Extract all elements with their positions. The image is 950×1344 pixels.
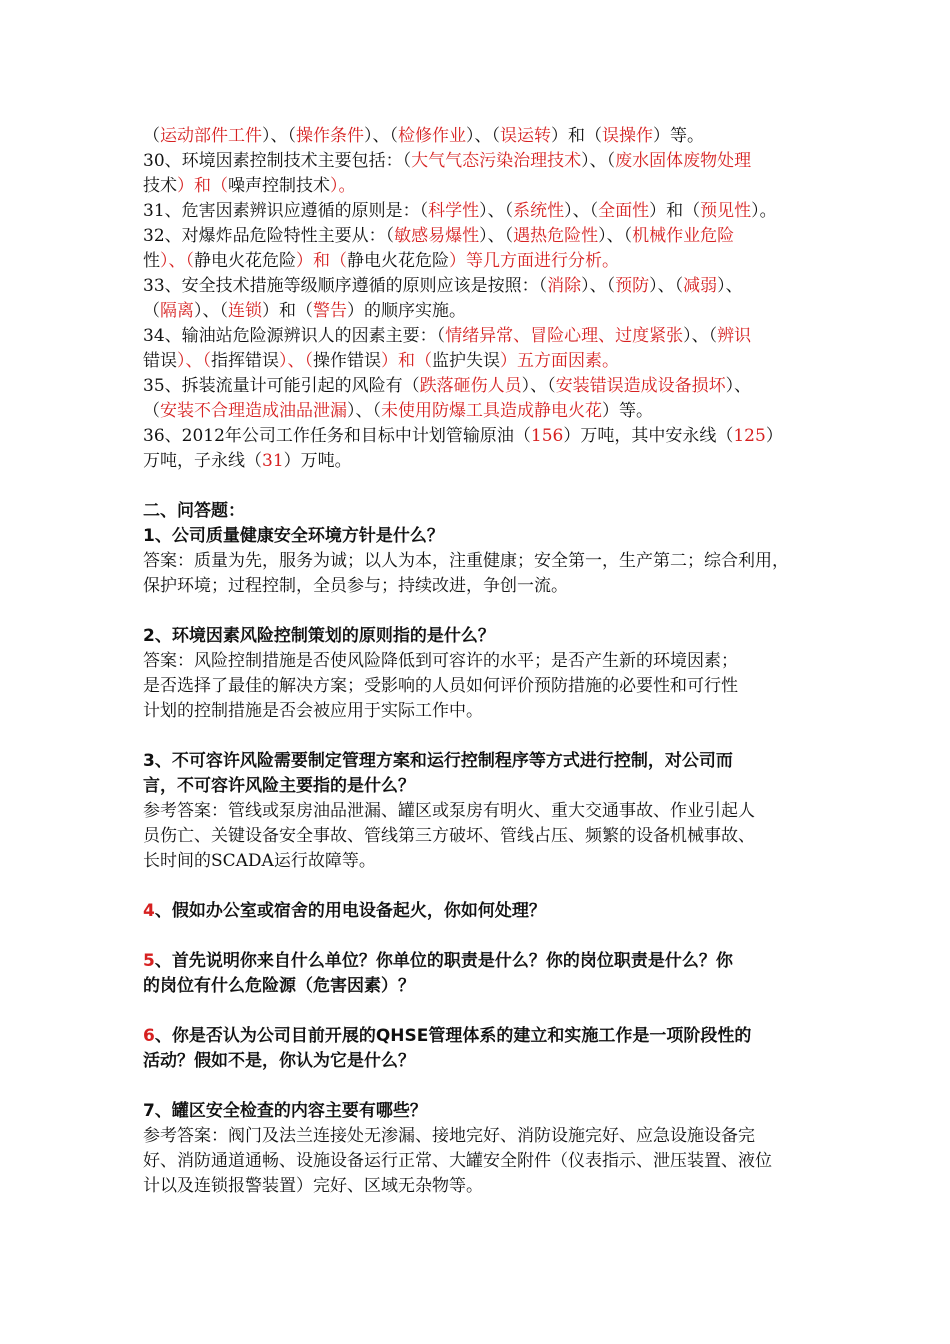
answer-text: 跌落砸伤人员 xyxy=(419,376,522,396)
fill-line xyxy=(143,124,813,149)
fill-line xyxy=(143,324,813,349)
prompt-text: 监护失误 xyxy=(432,351,500,371)
question-title xyxy=(143,949,813,974)
answer-text: 预防 xyxy=(615,276,650,296)
prompt-text: ） xyxy=(765,426,783,446)
question-number: 4 xyxy=(143,901,155,921)
fill-line xyxy=(143,199,813,224)
prompt-text: 31、危害因素辨识应遵循的原则是：（ xyxy=(143,201,429,221)
answer-text: 安装错误造成设备损坏 xyxy=(555,376,726,396)
prompt-text: ）、（ xyxy=(564,201,599,221)
answer-text: 隔离 xyxy=(160,301,194,321)
answer-text: 情绪异常、冒险心理、过度紧张 xyxy=(445,326,684,346)
fill-line xyxy=(143,224,813,249)
answer-text: ）、（ xyxy=(279,351,313,371)
prompt-text: ）万吨。 xyxy=(283,451,352,471)
prompt-text: ）、（ xyxy=(364,126,398,146)
answer-text: 系统性 xyxy=(513,201,565,221)
prompt-text: 万吨，子永线（ xyxy=(143,451,262,471)
question-title: 的岗位有什么危险源（危害因素）？ xyxy=(143,976,415,996)
prompt-text: 性 xyxy=(143,251,160,271)
prompt-text: ）的顺序实施。 xyxy=(347,301,466,321)
answer-line: 计划的控制措施是否会被应用于实际工作中。 xyxy=(143,701,483,721)
prompt-text: 35、拆装流量计可能引起的风险有（ xyxy=(143,376,420,396)
answer-line: 保护环境；过程控制，全员参与；持续改进，争创一流。 xyxy=(143,576,568,596)
question-text: 、首先说明你来自什么单位？你单位的职责是什么？你的岗位职责是什么？你 xyxy=(154,951,733,971)
answer-text: 科学性 xyxy=(428,201,480,221)
answer-text: 大气气态污染治理技术 xyxy=(411,151,582,171)
fill-line xyxy=(143,274,813,299)
prompt-text: ）和（ xyxy=(649,201,701,221)
answer-text: ）、（ xyxy=(177,351,211,371)
answer-text: 31 xyxy=(262,451,284,471)
prompt-text: 静电火花危险 xyxy=(194,251,296,271)
prompt-text: ）、（ xyxy=(466,126,500,146)
prompt-text: 静电火花危险 xyxy=(347,251,449,271)
answer-text: 125 xyxy=(733,426,766,446)
answer-line: 计以及连锁报警装置）完好、区域无杂物等。 xyxy=(143,1176,483,1196)
prompt-text: ）、（ xyxy=(598,226,633,246)
question-title xyxy=(143,899,813,924)
question-title: 7、罐区安全检查的内容主要有哪些？ xyxy=(143,1101,427,1121)
question-title: 活动？假如不是，你认为它是什么？ xyxy=(143,1051,415,1071)
answer-text: 检修作业 xyxy=(398,126,466,146)
question-number: 5 xyxy=(143,951,155,971)
answer-text: 机械作业危险 xyxy=(632,226,735,246)
answer-text: 预见性 xyxy=(700,201,752,221)
prompt-text: ）等。 xyxy=(602,401,653,421)
answer-text: ）和（ xyxy=(381,351,432,371)
question-title xyxy=(143,1024,813,1049)
answer-text: ）。 xyxy=(330,176,356,196)
fill-line xyxy=(143,424,813,449)
prompt-text: 33、安全技术措施等级顺序遵循的原则应该是按照：（ xyxy=(143,276,548,296)
answer-text: 废水固体废物处理 xyxy=(615,151,752,171)
prompt-text: ）、（ xyxy=(581,151,616,171)
prompt-text: 错误 xyxy=(143,351,177,371)
answer-line: 答案：风险控制措施是否使风险降低到可容许的水平；是否产生新的环境因素； xyxy=(143,651,738,671)
fill-line xyxy=(143,399,813,424)
prompt-text: ）。 xyxy=(751,201,777,221)
question-text: 、你是否认为公司目前开展的QHSE管理体系的建立和实施工作是一项阶段性的 xyxy=(154,1026,752,1046)
question-title: 2、环境因素风险控制策划的原则指的是什么？ xyxy=(143,626,495,646)
answer-line: 答案：质量为先，服务为诚；以人为本，注重健康；安全第一，生产第二；综合利用， xyxy=(143,551,789,571)
answer-text: 全面性 xyxy=(598,201,650,221)
prompt-text: 技术 xyxy=(143,176,177,196)
prompt-text: ）、（ xyxy=(581,276,616,296)
prompt-text: ）、（ xyxy=(262,126,296,146)
prompt-text: ）、（ xyxy=(194,301,228,321)
answer-line: 好、消防通道通畅、设施设备运行正常、大罐安全附件（仪表指示、泄压装置、液位 xyxy=(143,1151,772,1171)
answer-text: 误运转 xyxy=(500,126,551,146)
prompt-text: ）万吨，其中安永线（ xyxy=(563,426,734,446)
answer-line: 参考答案：管线或泵房油品泄漏、罐区或泵房有明火、重大交通事故、作业引起人 xyxy=(143,801,755,821)
fill-line xyxy=(143,374,813,399)
answer-text: 警告 xyxy=(313,301,347,321)
answer-text: ）等几方面进行分析。 xyxy=(449,251,619,271)
prompt-text: ）、（ xyxy=(683,326,718,346)
answer-text: 连锁 xyxy=(228,301,262,321)
answer-text: ）和（ xyxy=(177,176,228,196)
prompt-text: 34、输油站危险源辨识人的因素主要：（ xyxy=(143,326,446,346)
answer-text: 遇热危险性 xyxy=(513,226,599,246)
prompt-text: ）和（ xyxy=(551,126,602,146)
answer-text: ）五方面因素。 xyxy=(500,351,619,371)
answer-text: 运动部件工件 xyxy=(160,126,262,146)
prompt-text: 30、环境因素控制技术主要包括：（ xyxy=(143,151,412,171)
answer-text: 操作条件 xyxy=(296,126,364,146)
prompt-text: ）、 xyxy=(717,276,743,296)
prompt-text: ）、 xyxy=(725,376,752,396)
fill-line xyxy=(143,449,813,474)
answer-text: 减弱 xyxy=(683,276,718,296)
question-title: 1、公司质量健康安全环境方针是什么？ xyxy=(143,526,444,546)
answer-text: 未使用防爆工具造成静电火花 xyxy=(381,401,602,421)
prompt-text: 32、对爆炸品危险特性主要从：（ xyxy=(143,226,395,246)
prompt-text: ）、（ xyxy=(649,276,684,296)
answer-text: 安装不合理造成油品泄漏 xyxy=(160,401,347,421)
answer-line: 长时间的SCADA运行故障等。 xyxy=(143,851,376,871)
question-title: 3、不可容许风险需要制定管理方案和运行控制程序等方式进行控制，对公司而 xyxy=(143,751,733,771)
prompt-text: 噪声控制技术 xyxy=(228,176,330,196)
answer-text: 156 xyxy=(530,426,564,446)
prompt-text: 操作错误 xyxy=(313,351,381,371)
answer-text: ）和（ xyxy=(296,251,347,271)
prompt-text: 指挥错误 xyxy=(211,351,279,371)
answer-text: ）、（ xyxy=(160,251,194,271)
prompt-text: ）等。 xyxy=(653,126,704,146)
question-number: 6 xyxy=(143,1026,155,1046)
answer-text: 误操作 xyxy=(602,126,653,146)
prompt-text: 36、2012年公司工作任务和目标中计划管输原油（ xyxy=(143,426,531,446)
fill-line xyxy=(143,249,813,274)
prompt-text: （ xyxy=(143,126,160,146)
prompt-text: （ xyxy=(143,301,160,321)
prompt-text: ）和（ xyxy=(262,301,313,321)
prompt-text: ）、（ xyxy=(479,226,514,246)
document-page xyxy=(143,124,813,1199)
answer-text: 消除 xyxy=(547,276,582,296)
prompt-text: （ xyxy=(143,401,160,421)
section-title: 二、问答题： xyxy=(143,501,245,521)
fill-line xyxy=(143,349,813,374)
fill-line xyxy=(143,149,813,174)
answer-text: 敏感易爆性 xyxy=(394,226,480,246)
prompt-text: ）、（ xyxy=(479,201,514,221)
prompt-text: ）、（ xyxy=(521,376,556,396)
fill-line xyxy=(143,299,813,324)
fill-line xyxy=(143,174,813,199)
answer-line: 参考答案：阀门及法兰连接处无渗漏、接地完好、消防设施完好、应急设施设备完 xyxy=(143,1126,755,1146)
answer-text: 辨识 xyxy=(717,326,752,346)
answer-line: 员伤亡、关键设备安全事故、管线第三方破坏、管线占压、频繁的设备机械事故、 xyxy=(143,826,755,846)
question-text: 、假如办公室或宿舍的用电设备起火，你如何处理？ xyxy=(154,901,546,921)
question-title: 言，不可容许风险主要指的是什么？ xyxy=(143,776,415,796)
prompt-text: ）、（ xyxy=(347,401,381,421)
answer-line: 是否选择了最佳的解决方案；受影响的人员如何评价预防措施的必要性和可行性 xyxy=(143,676,738,696)
